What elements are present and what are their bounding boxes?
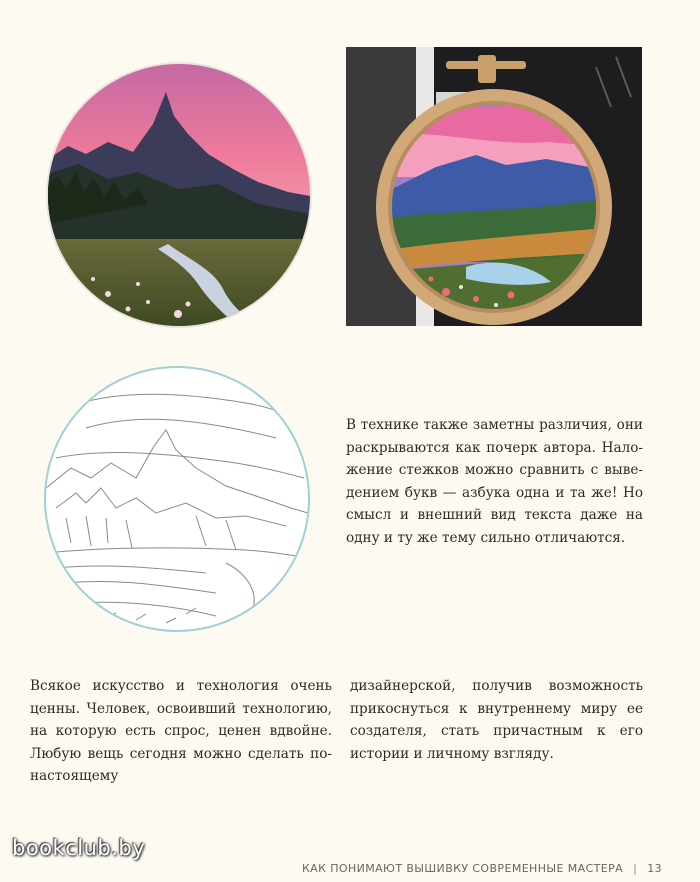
paragraph-right: В технике также заметны различия, они раскрываются как почерк автора. Наложение стежков можно сравнить с выведением букв — азбука одна и та же! Но смысл и внешний вид текста даже на одну и ту же тему сильно отличаются. <box>346 417 643 546</box>
footer-separator: | <box>633 862 638 875</box>
running-title: КАК ПОНИМАЮТ ВЫШИВКУ СОВРЕМЕННЫЕ МАСТЕРА <box>301 862 624 875</box>
embroidery-hoop-photo <box>346 47 642 326</box>
pencil-sketch <box>44 366 310 632</box>
paragraph-bottom-left: Всякое искусство и технология очень ценны. Человек, освоивший технологию, на которую есть спрос, ценен вдвойне. Любую вещь сегодня можно сделать по-настоящему <box>30 678 332 785</box>
bookclub-watermark: bookclub.by <box>12 836 146 860</box>
page-footer <box>302 862 662 875</box>
page-number: 13 <box>647 862 662 875</box>
paragraph-bottom-right: дизайнерской, получив возможность прикоснуться к внутреннему миру ее создателя, стать причастным к его истории и личному взгляду. <box>350 678 643 762</box>
landscape-photo <box>46 62 312 328</box>
